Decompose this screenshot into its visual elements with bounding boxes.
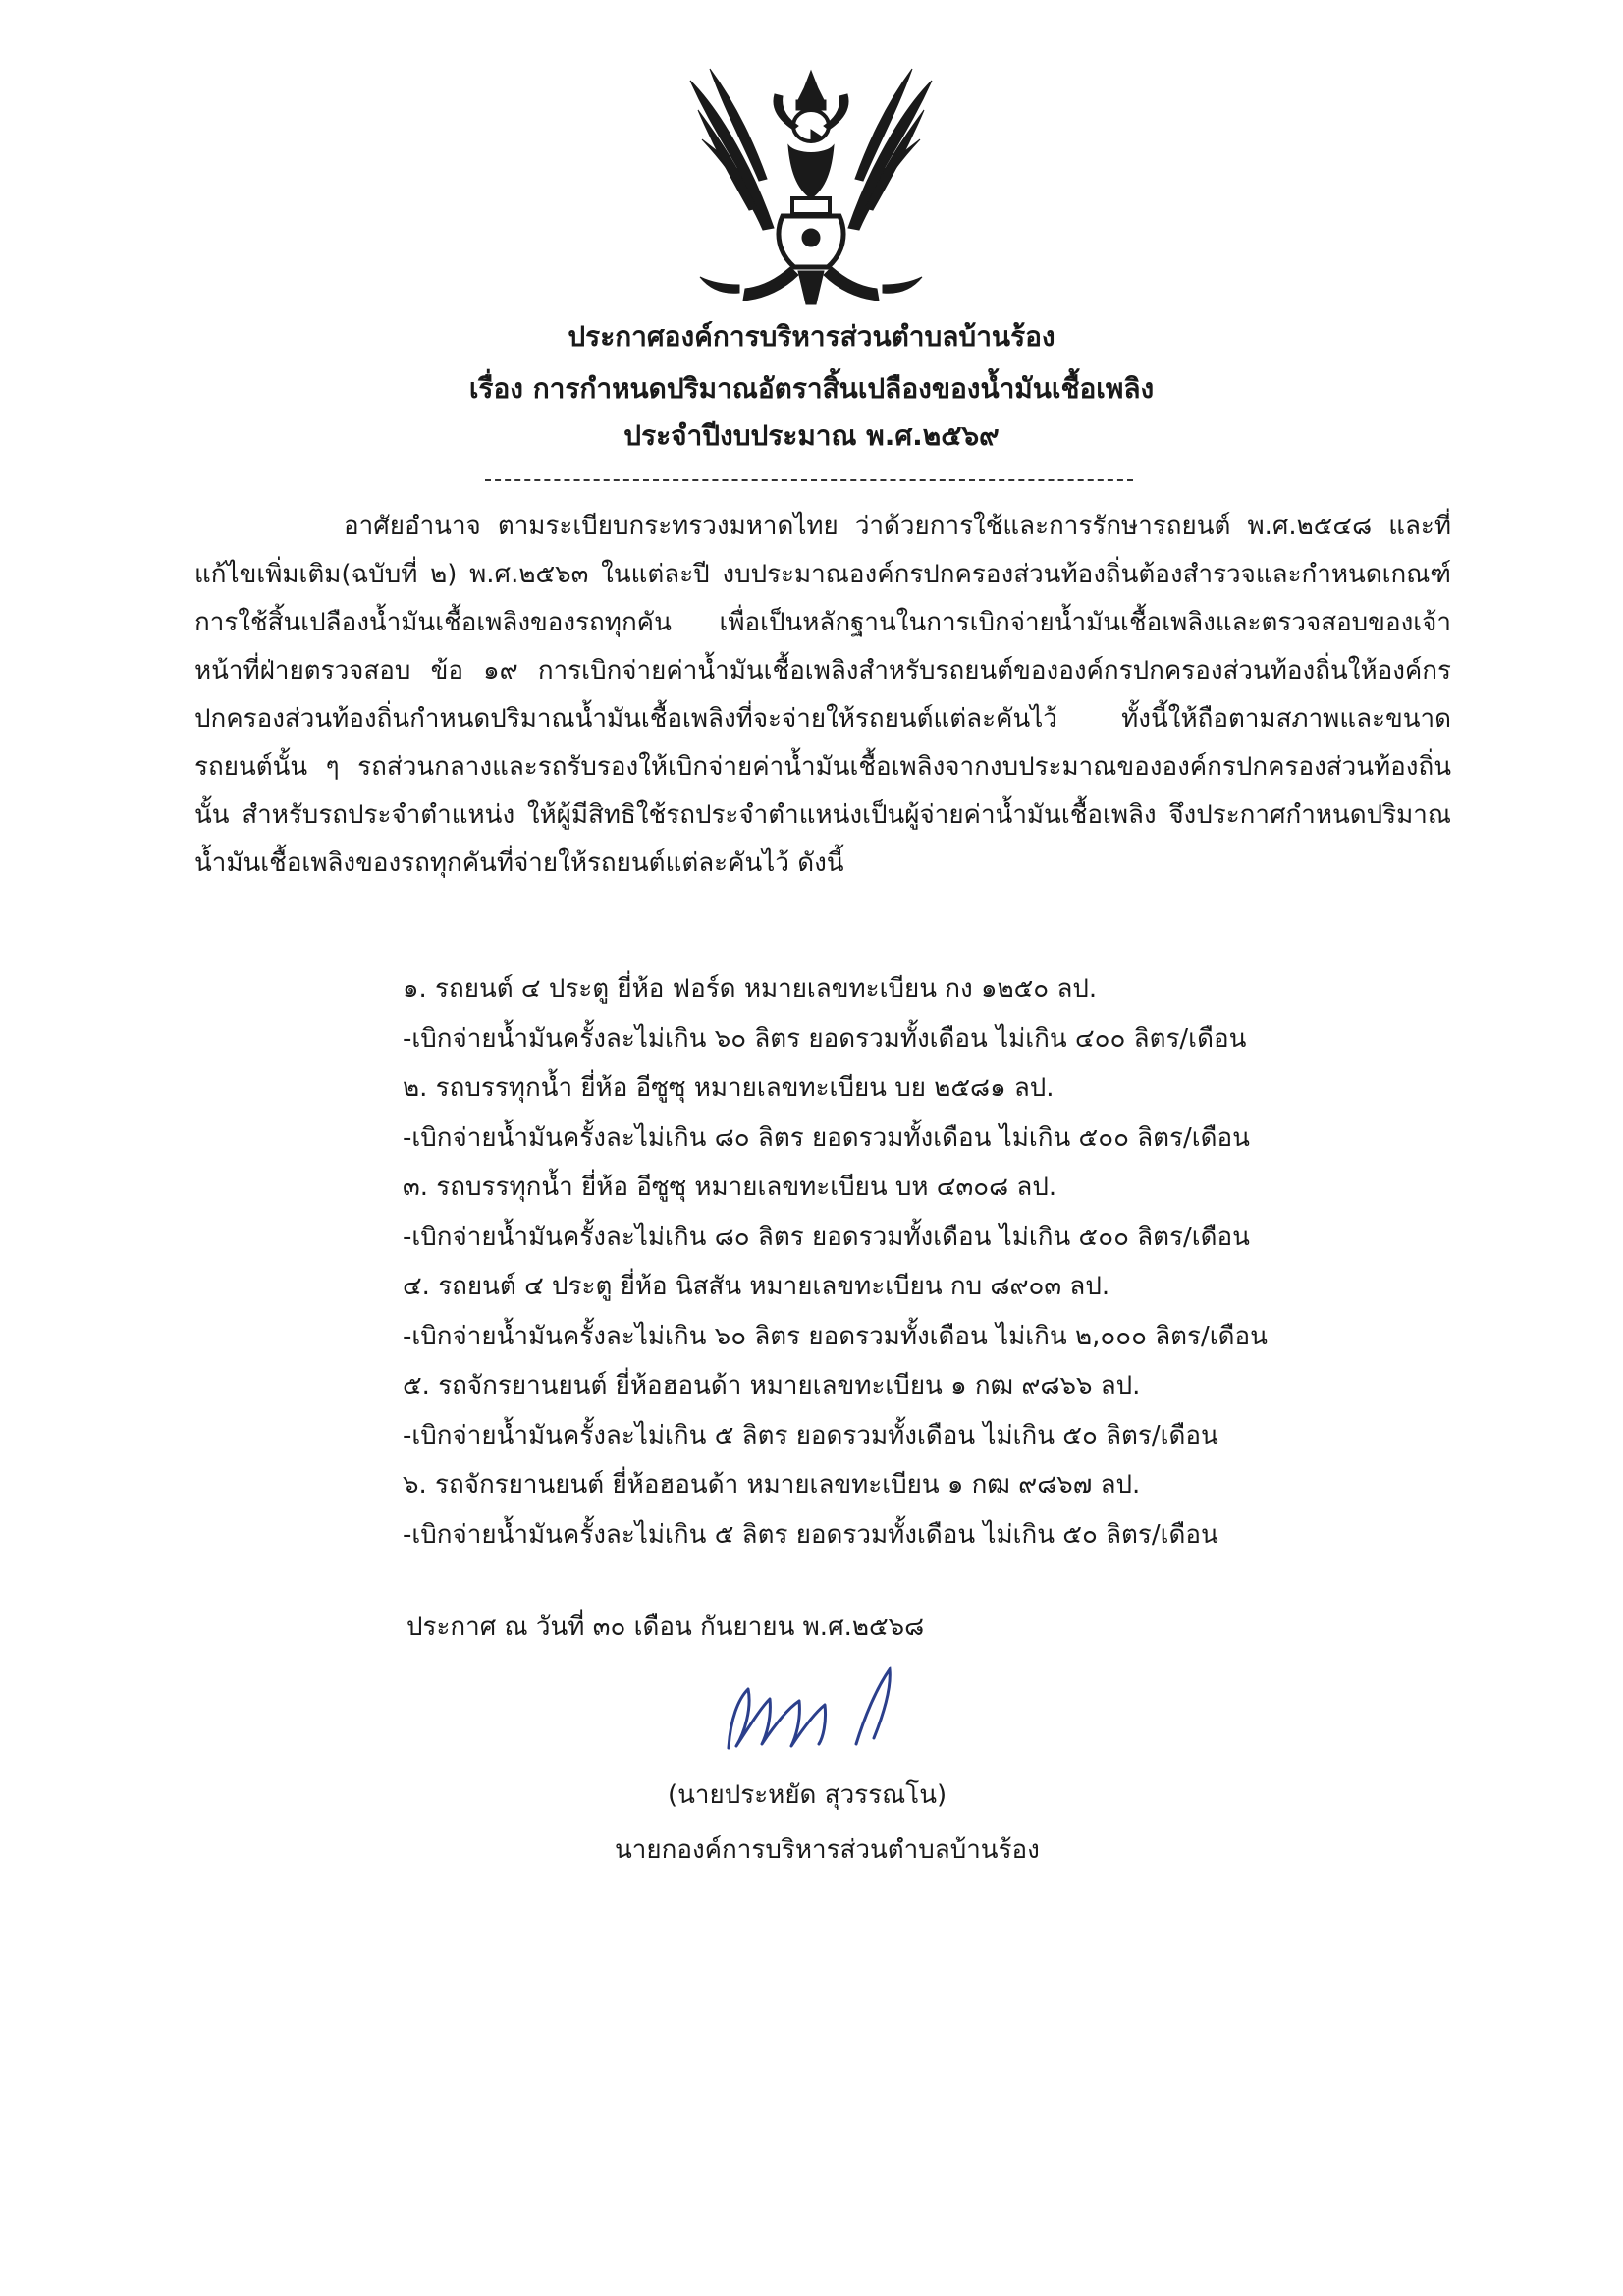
garuda-emblem-icon [680, 61, 942, 310]
fuel-limit: -เบิกจ่ายน้ำมันครั้งละไม่เกิน ๕ ลิตร ยอดรวมทั้งเดือน ไม่เกิน ๕๐ ลิตร/เดือน [403, 1519, 1218, 1550]
vehicle-item: ๔. รถยนต์ ๔ ประตู ยี่ห้อ นิสสัน หมายเลขทะเบียน กบ ๘๙๐๓ ลป. [403, 1272, 1110, 1301]
handwritten-signature-icon [709, 1650, 945, 1758]
fuel-limit: -เบิกจ่ายน้ำมันครั้งละไม่เกิน ๕ ลิตร ยอดรวมทั้งเดือน ไม่เกิน ๕๐ ลิตร/เดือน [403, 1420, 1218, 1450]
vehicle-item: ๕. รถจักรยานยนต์ ยี่ห้อฮอนด้า หมายเลขทะเบียน ๑ กฒ ๙๘๖๖ ลป. [403, 1371, 1141, 1400]
announcement-date: ประกาศ ณ วันที่ ๓๐ เดือน กันยายน พ.ศ.๒๕๖๘ [406, 1613, 925, 1642]
document-subject: เรื่อง การกำหนดปริมาณอัตราสิ้นเปลืองของน้ำมันเชื้อเพลิง [468, 372, 1155, 405]
vehicle-item: ๓. รถบรรทุกน้ำ ยี่ห้อ อีซูซุ หมายเลขทะเบียน บห ๔๓๐๘ ลป. [403, 1173, 1057, 1202]
signer-title: นายกองค์การบริหารส่วนตำบลบ้านร้อง [615, 1835, 1040, 1865]
fiscal-year: ประจำปีงบประมาณ พ.ศ.๒๕๖๙ [623, 419, 1000, 452]
fuel-limit: -เบิกจ่ายน้ำมันครั้งละไม่เกิน ๖๐ ลิตร ยอดรวมทั้งเดือน ไม่เกิน ๒,๐๐๐ ลิตร/เดือน [403, 1321, 1268, 1351]
fuel-limit: -เบิกจ่ายน้ำมันครั้งละไม่เกิน ๖๐ ลิตร ยอดรวมทั้งเดือน ไม่เกิน ๔๐๐ ลิตร/เดือน [403, 1023, 1247, 1054]
body-paragraph: อาศัยอำนาจ ตามระเบียบกระทรวงมหาดไทย ว่าด้วยการใช้และการรักษารถยนต์ พ.ศ.๒๕๔๘ และที่แก้ไขเพิ่มเติม(ฉบับที่ ๒) พ.ศ.๒๕๖๓ ในแต่ละปี งบประมาณองค์กรปกครองส่วนท้องถิ่นต้องสำรวจและกำหนดเกณฑ์การใช้สิ้นเปลืองน้ำมันเชื้อเพลิงของรถทุกคัน เพื่อเป็นหลักฐานในการเบิกจ่ายน้ำมันเชื้อเพลิงและตรวจสอบของเจ้าหน้าที่ฝ่ายตรวจสอบ ข้อ ๑๙ การเบิกจ่ายค่าน้ำมันเชื้อเพลิงสำหรับรถยนต์ขององค์กรปกครองส่วนท้องถิ่นให้องค์กรปกครองส่วนท้องถิ่นกำหนดปริมาณน้ำมันเชื้อเพลิงที่จะจ่ายให้รถยนต์แต่ละคันไว้ ทั้งนี้ให้ถือตามสภาพและขนาดรถยนต์นั้น ๆ รถส่วนกลางและรถรับรองให้เบิกจ่ายค่าน้ำมันเชื้อเพลิงจากงบประมาณขององค์กรปกครองส่วนท้องถิ่นนั้น สำหรับรถประจำตำแหน่ง ให้ผู้มีสิทธิใช้รถประจำตำแหน่งเป็นผู้จ่ายค่าน้ำมันเชื้อเพลิง จึงประกาศกำหนดปริมาณน้ำมันเชื้อเพลิงของรถทุกคันที่จ่ายให้รถยนต์แต่ละคันไว้ ดังนี้ [194, 512, 1451, 878]
vehicle-item: ๒. รถบรรทุกน้ำ ยี่ห้อ อีซูซุ หมายเลขทะเบียน บย ๒๕๘๑ ลป. [403, 1073, 1055, 1103]
vehicle-fuel-list [403, 964, 1384, 1559]
vehicle-item: ๑. รถยนต์ ๔ ประตู ยี่ห้อ ฟอร์ด หมายเลขทะเบียน กง ๑๒๕๐ ลป. [403, 974, 1098, 1004]
signer-name: (นายประหยัด สุวรรณโน) [668, 1780, 947, 1810]
fuel-limit: -เบิกจ่ายน้ำมันครั้งละไม่เกิน ๘๐ ลิตร ยอดรวมทั้งเดือน ไม่เกิน ๕๐๐ ลิตร/เดือน [403, 1122, 1250, 1153]
header-divider [485, 479, 1133, 481]
document-issuer-title: ประกาศองค์การบริหารส่วนตำบลบ้านร้อง [568, 320, 1055, 353]
vehicle-item: ๖. รถจักรยานยนต์ ยี่ห้อฮอนด้า หมายเลขทะเบียน ๑ กฒ ๙๘๖๗ ลป. [403, 1470, 1141, 1500]
fuel-limit: -เบิกจ่ายน้ำมันครั้งละไม่เกิน ๘๐ ลิตร ยอดรวมทั้งเดือน ไม่เกิน ๕๐๐ ลิตร/เดือน [403, 1222, 1250, 1252]
